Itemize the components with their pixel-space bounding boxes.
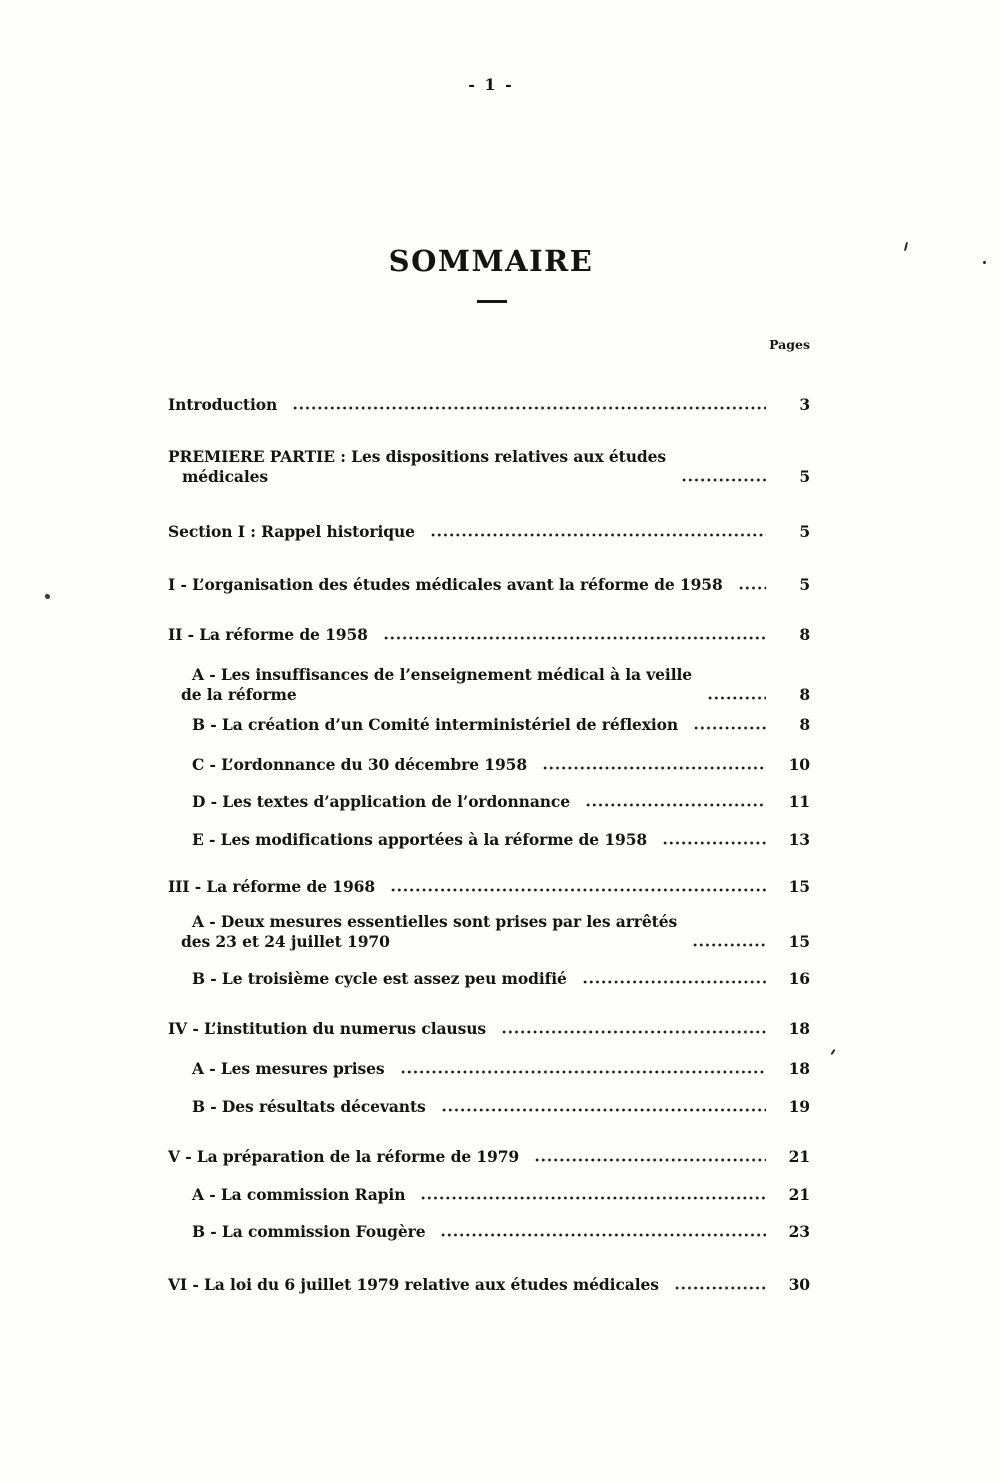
- dotted-leader: [292, 405, 766, 411]
- toc-entry-line: Section I : Rappel historique: [168, 522, 415, 541]
- dotted-leader: [542, 765, 766, 771]
- toc-page-number: 30: [788, 1275, 810, 1294]
- toc-entry: [168, 830, 810, 850]
- toc-entry-line: B - Des résultats décevants: [192, 1097, 426, 1116]
- toc-entry-text: [192, 1059, 385, 1079]
- toc-page-number: 10: [788, 755, 810, 774]
- dotted-leader: [585, 802, 766, 808]
- toc-entry-text: [168, 1275, 659, 1295]
- toc-entry-text: [192, 830, 647, 850]
- toc-entry-text: [168, 447, 666, 487]
- toc-entry: [168, 665, 810, 705]
- dotted-leader: [582, 979, 766, 985]
- toc-entry-text: [192, 792, 570, 812]
- toc-entry-line: Introduction: [168, 395, 278, 414]
- toc-entry-line: PREMIERE PARTIE : Les dispositions relatives aux études: [168, 447, 667, 466]
- dotted-leader: [738, 585, 766, 591]
- toc-entry-line: A - Deux mesures essentielles sont prises par les arrêtés: [192, 912, 678, 931]
- toc-entry-text: [168, 395, 277, 415]
- toc-entry: [168, 625, 810, 645]
- scan-artifact: [830, 1049, 835, 1055]
- dotted-leader: [400, 1069, 766, 1075]
- table-of-contents: [168, 395, 810, 1295]
- toc-entry-text: [192, 1222, 425, 1242]
- toc-entry-line: A - Les mesures prises: [192, 1059, 385, 1078]
- toc-page-number: 23: [788, 1222, 810, 1241]
- scan-artifact: [45, 594, 50, 599]
- toc-entry-text: [181, 665, 693, 705]
- toc-entry-line: A - Les insuffisances de l’enseignement médical à la veille: [192, 665, 693, 684]
- toc-page-number: 3: [799, 395, 810, 414]
- page-title: SOMMAIRE: [388, 244, 594, 278]
- toc-entry: [168, 395, 810, 415]
- dotted-leader: [441, 1107, 766, 1113]
- toc-entry-line: B - Le troisième cycle est assez peu modifié: [192, 969, 567, 988]
- toc-page-number: 15: [788, 932, 810, 951]
- toc-entry-line: VI - La loi du 6 juillet 1979 relative aux études médicales: [168, 1275, 659, 1294]
- toc-entry: [168, 575, 810, 595]
- toc-entry-text: [192, 715, 678, 735]
- toc-entry: [168, 1275, 810, 1295]
- toc-entry-text: [168, 575, 723, 595]
- dotted-leader: [674, 1285, 766, 1291]
- toc-entry-line: B - La création d’un Comité interministériel de réflexion: [192, 715, 679, 734]
- toc-entry-text: [192, 1097, 426, 1117]
- toc-page-number: 5: [799, 467, 810, 486]
- toc-entry: [168, 792, 810, 812]
- toc-entry-text: [168, 625, 368, 645]
- toc-page-number: 5: [799, 575, 810, 594]
- toc-entry-line: IV - L’institution du numerus clausus: [168, 1019, 487, 1038]
- dotted-leader: [681, 477, 766, 483]
- toc-entry-text: [181, 912, 678, 952]
- toc-entry: [168, 877, 810, 897]
- title-rule: [477, 300, 507, 303]
- toc-entry-line: D - Les textes d’application de l’ordonnance: [192, 792, 571, 811]
- toc-entry-text: [168, 1147, 519, 1167]
- toc-entry-text: [192, 969, 567, 989]
- toc-page-number: 21: [788, 1147, 810, 1166]
- dotted-leader: [390, 887, 766, 893]
- dotted-leader: [534, 1157, 766, 1163]
- toc-entry: [168, 1222, 810, 1242]
- toc-page-number: 13: [788, 830, 810, 849]
- toc-page-number: 5: [799, 522, 810, 541]
- toc-entry-text: [168, 1019, 486, 1039]
- toc-entry-line: C - L’ordonnance du 30 décembre 1958: [192, 755, 528, 774]
- toc-page-number: 15: [788, 877, 810, 896]
- toc-entry-text: [168, 522, 415, 542]
- toc-entry: [168, 1185, 810, 1205]
- toc-page-number: 8: [799, 715, 810, 734]
- toc-entry-line: II - La réforme de 1958: [168, 625, 368, 644]
- dotted-leader: [383, 635, 766, 641]
- toc-entry-line: I - L’organisation des études médicales avant la réforme de 1958: [168, 575, 723, 594]
- toc-entry: [168, 522, 810, 542]
- dotted-leader: [440, 1232, 766, 1238]
- toc-entry: [168, 912, 810, 952]
- toc-entry: [168, 447, 810, 487]
- toc-entry: [168, 1019, 810, 1039]
- toc-entry-text: [192, 755, 527, 775]
- toc-page-number: 18: [788, 1059, 810, 1078]
- toc-entry-line: médicales: [182, 467, 269, 486]
- toc-entry-line: V - La préparation de la réforme de 1979: [168, 1147, 520, 1166]
- toc-page-number: 8: [799, 625, 810, 644]
- toc-page-number: 11: [788, 792, 810, 811]
- toc-entry: [168, 1097, 810, 1117]
- dotted-leader: [693, 725, 766, 731]
- toc-entry-line: A - La commission Rapin: [192, 1185, 406, 1204]
- toc-page-number: 19: [788, 1097, 810, 1116]
- dotted-leader: [501, 1029, 766, 1035]
- dotted-leader: [420, 1195, 766, 1201]
- toc-entry: [168, 1059, 810, 1079]
- dotted-leader: [430, 532, 766, 538]
- dotted-leader: [707, 695, 766, 701]
- pages-column-label: Pages: [769, 337, 810, 352]
- toc-entry-line: III - La réforme de 1968: [168, 877, 376, 896]
- toc-entry-text: [192, 1185, 405, 1205]
- toc-entry-line: B - La commission Fougère: [192, 1222, 426, 1241]
- toc-page-number: 21: [788, 1185, 810, 1204]
- toc-entry: [168, 1147, 810, 1167]
- toc-page-number: 18: [788, 1019, 810, 1038]
- dotted-leader: [662, 840, 766, 846]
- toc-entry: [168, 715, 810, 735]
- toc-entry-line: E - Les modifications apportées à la réforme de 1958: [192, 830, 648, 849]
- toc-page-number: 16: [788, 969, 810, 988]
- toc-entry-line: de la réforme: [181, 685, 297, 704]
- page-folio: - 1 -: [468, 75, 514, 94]
- toc-entry: [168, 755, 810, 775]
- toc-entry-line: des 23 et 24 juillet 1970: [181, 932, 390, 951]
- dotted-leader: [692, 942, 766, 948]
- toc-entry: [168, 969, 810, 989]
- toc-entry-text: [168, 877, 375, 897]
- toc-page-number: 8: [799, 685, 810, 704]
- scan-artifact: [983, 261, 986, 264]
